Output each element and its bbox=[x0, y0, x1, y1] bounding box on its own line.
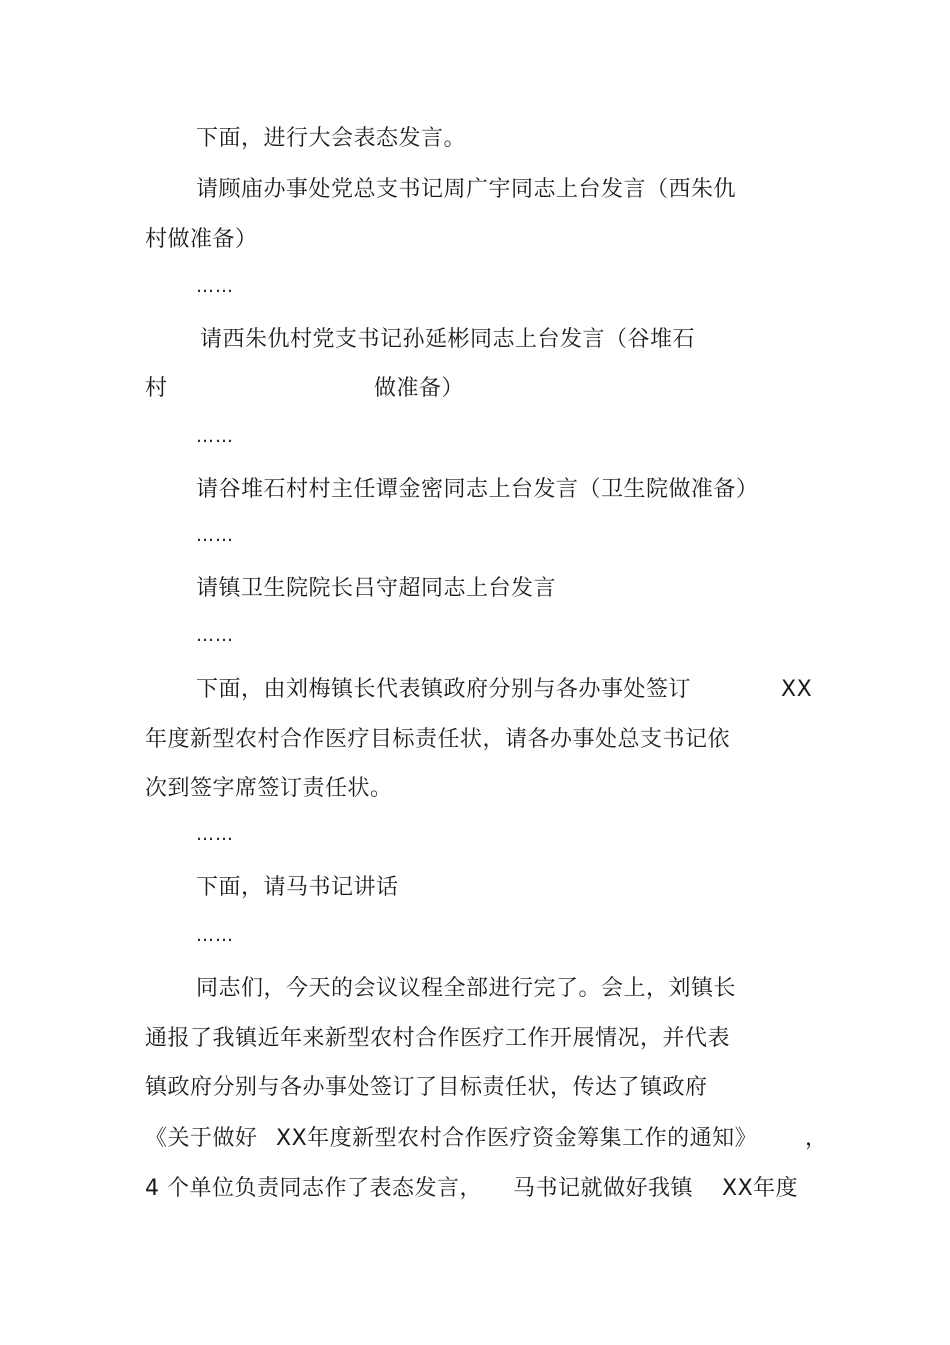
paragraph-line: 通报了我镇近年来新型农村合作医疗工作开展情况，并代表 bbox=[145, 1026, 731, 1051]
paragraph-line: ， bbox=[805, 1126, 828, 1151]
paragraph-line: 请镇卫生院院长吕守超同志上台发言 bbox=[196, 576, 557, 601]
paragraph-line: 同志们，今天的会议议程全部进行完了。会上，刘镇长 bbox=[196, 976, 737, 1001]
paragraph-line: XX bbox=[781, 677, 813, 702]
paragraph-line: 村做准备） bbox=[145, 227, 258, 252]
paragraph-line: XX年度新型农村合作医疗资金筹集工作的通知》 bbox=[276, 1126, 758, 1151]
paragraph-line: 下面，由刘梅镇长代表镇政府分别与各办事处签订 bbox=[196, 677, 692, 702]
paragraph-line: 次到签字席签订责任状。 bbox=[145, 776, 393, 801]
paragraph-line: 下面，请马书记讲话 bbox=[196, 875, 399, 900]
paragraph-line: 请顾庙办事处党总支书记周广宇同志上台发言（西朱仇 bbox=[196, 177, 737, 202]
paragraph-line: 下面，进行大会表态发言。 bbox=[196, 126, 467, 151]
paragraph-line: 镇政府分别与各办事处签订了目标责任状，传达了镇政府 bbox=[145, 1075, 708, 1100]
paragraph-line: 请西朱仇村党支书记孙延彬同志上台发言（谷堆石 bbox=[200, 327, 696, 352]
paragraph-line: XX年度 bbox=[722, 1176, 799, 1201]
paragraph-line: 请谷堆石村村主任谭金密同志上台发言（卫生院做准备） bbox=[196, 477, 759, 502]
paragraph-line: 年度新型农村合作医疗目标责任状，请各办事处总支书记依 bbox=[145, 727, 731, 752]
ellipsis: …… bbox=[196, 276, 234, 297]
ellipsis: …… bbox=[196, 426, 234, 447]
paragraph-line: 马书记就做好我镇 bbox=[513, 1176, 694, 1201]
ellipsis: …… bbox=[196, 525, 234, 546]
ellipsis: …… bbox=[196, 925, 234, 946]
paragraph-line: 做准备） bbox=[374, 376, 465, 401]
ellipsis: …… bbox=[196, 824, 234, 845]
paragraph-line: 《关于做好 bbox=[145, 1126, 258, 1151]
paragraph-line: 村 bbox=[145, 376, 168, 401]
paragraph-line: 4 个单位负责同志作了表态发言， bbox=[145, 1176, 482, 1201]
ellipsis: …… bbox=[196, 625, 234, 646]
